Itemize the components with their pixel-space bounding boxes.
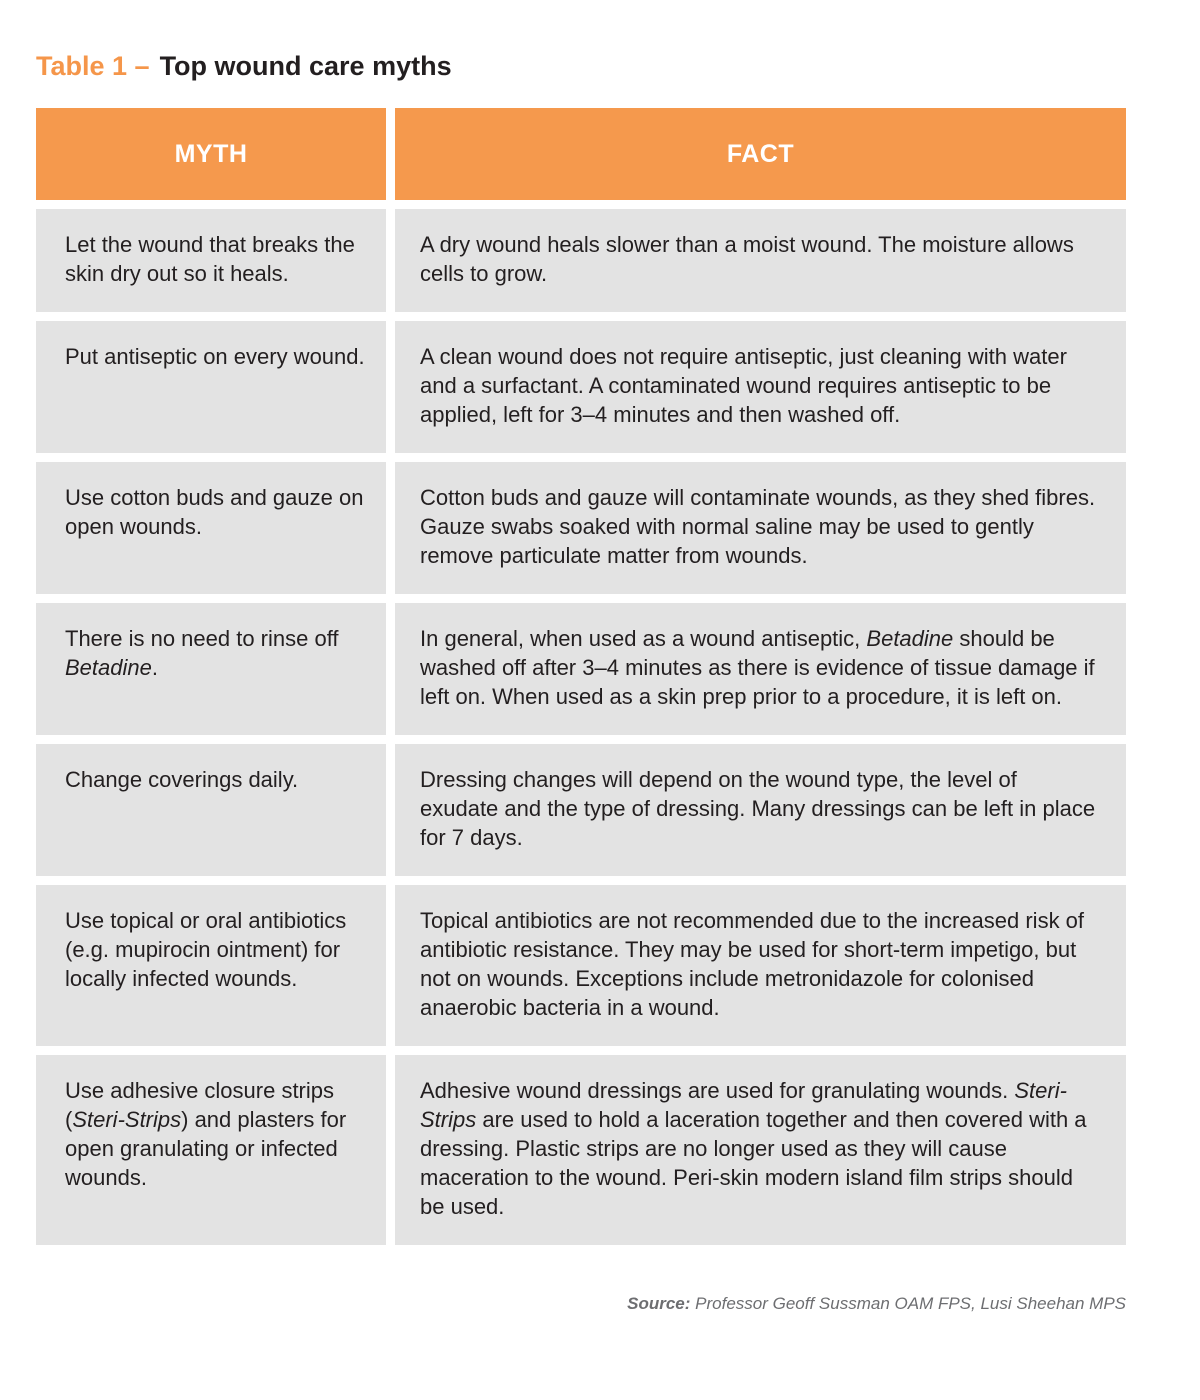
table-number-label: Table 1 – [36,51,150,81]
table-row [36,1055,1126,1245]
source-text: Professor Geoff Sussman OAM FPS, Lusi Sheehan MPS [690,1294,1126,1313]
myth-cell [36,209,386,312]
text-segment: Cotton buds and gauze will contaminate wounds, as they shed fibres. Gauze swabs soaked with normal saline may be used to gently remove particulate matter from wounds. [420,485,1096,568]
text-segment: There is no need to rinse off [65,626,339,651]
italic-text-segment: Steri-Strips [72,1107,182,1132]
text-segment: A dry wound heals slower than a moist wound. The moisture allows cells to grow. [420,232,1074,286]
text-segment: In general, when used as a wound antiseptic, [420,626,867,651]
source-label: Source: [627,1294,691,1313]
text-segment: A clean wound does not require antiseptic, just cleaning with water and a surfactant. A contaminated wound requires antiseptic to be applied, left for 3–4 minutes and then washed off. [420,344,1067,427]
myth-cell [36,1055,386,1245]
column-header-myth: MYTH [36,108,386,200]
text-segment: Let the wound that breaks the skin dry out so it heals. [65,232,355,286]
table-row [36,321,1126,453]
text-segment: Adhesive wound dressings are used for granulating wounds. [420,1078,1015,1103]
text-segment: should be washed off after 3–4 minutes as there is evidence of tissue damage if left on. When used as a skin prep prior to a procedure, it is left on. [420,626,1095,709]
myth-cell [36,321,386,453]
table-header-row [36,108,1126,200]
text-segment: . [151,655,158,680]
page-title [36,48,452,84]
table-row [36,462,1126,594]
text-segment: Change coverings daily. [65,767,299,792]
italic-text-segment: Betadine [866,626,954,651]
myth-cell [36,603,386,735]
fact-cell [395,885,1126,1046]
text-segment: Topical antibiotics are not recommended due to the increased risk of antibiotic resistance. They may be used for short-term impetigo, but not on wounds. Exceptions include metronidazole for colonised anaerobic bacteria in a wound. [420,908,1085,1020]
table-row [36,885,1126,1046]
text-segment: are used to hold a laceration together and then covered with a dressing. Plastic strips are no longer used as they will cause maceration to the wound. Peri-skin modern island film strips should be used. [420,1107,1087,1219]
text-segment: Use topical or oral antibiotics (e.g. mupirocin ointment) for locally infected wounds. [65,908,347,991]
table-row [36,603,1126,735]
text-segment: Use cotton buds and gauze on open wounds. [65,485,364,539]
italic-text-segment: Steri-Strips [420,1078,1067,1132]
fact-cell [395,603,1126,735]
myths-table [36,108,1126,1254]
table-body [36,209,1126,1245]
column-header-fact: FACT [395,108,1126,200]
source-citation [627,1294,1126,1314]
fact-cell [395,462,1126,594]
italic-text-segment: Betadine [65,655,152,680]
myth-cell [36,885,386,1046]
table-row [36,744,1126,876]
table-row [36,209,1126,312]
myth-cell [36,744,386,876]
fact-cell [395,744,1126,876]
text-segment: ) and plasters for open granulating or infected wounds. [65,1107,347,1190]
table-title-text: Top wound care myths [159,51,452,81]
text-segment: Use adhesive closure strips ( [65,1078,335,1132]
text-segment: Put antiseptic on every wound. [65,344,365,369]
fact-cell [395,1055,1126,1245]
myth-cell [36,462,386,594]
fact-cell [395,209,1126,312]
fact-cell [395,321,1126,453]
text-segment: Dressing changes will depend on the wound type, the level of exudate and the type of dressing. Many dressings can be left in place for 7 days. [420,767,1096,850]
